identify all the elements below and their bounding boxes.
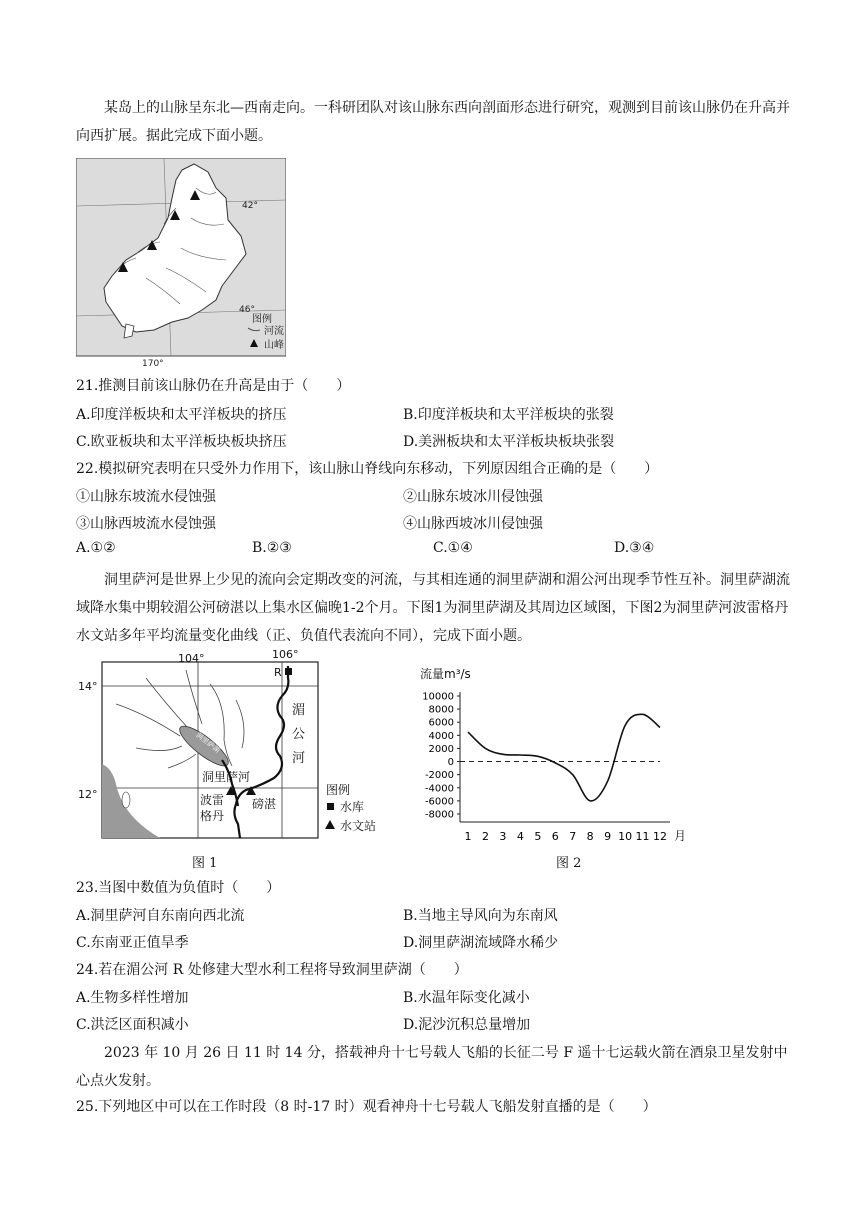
y-tick-label: -2000 xyxy=(424,770,454,782)
q22-option-b: B.②③ xyxy=(252,540,292,556)
lat-14-label: 14° xyxy=(78,680,98,693)
lon-170-label: 170° xyxy=(142,359,164,368)
fig1-legend-title: 图例 xyxy=(326,783,351,797)
q25-stem: 25.下列地区中可以在工作时段（8 时-17 时）观看神舟十七号载人飞船发射直播的是（ ） xyxy=(76,1099,657,1115)
y-tick-label: 8000 xyxy=(428,704,454,716)
y-tick-label: 2000 xyxy=(428,743,454,755)
q24-option-b: B.水温年际变化减小 xyxy=(403,990,530,1006)
q22-item-2: ②山脉东坡冰川侵蚀强 xyxy=(403,489,543,505)
q22-option-a: A.①② xyxy=(76,540,116,556)
x-tick-label: 7 xyxy=(569,830,577,843)
x-tick-label: 9 xyxy=(604,830,612,843)
y-tick-label: -8000 xyxy=(424,809,454,821)
intro-paragraph-2: 洞里萨河是世界上少见的流向会定期改变的河流，与其相连通的洞里萨湖和湄公河出现季节性互补。洞里萨湖流域降水集中期较湄公河磅湛以上集水区偏晚1-2个月。下图1为洞里萨湖及其周边区域图，下图2为洞里萨河波雷格丹水文站多年平均流量变化曲线（正、负值代表流向不同），完成下面小题。 xyxy=(76,572,790,644)
q21-option-d: D.美洲板块和太平洋板块板块张裂 xyxy=(403,434,615,450)
island-map xyxy=(76,158,286,368)
y-tick-label: 4000 xyxy=(428,730,454,742)
chart-unit-label: 流量m³/s xyxy=(420,667,471,681)
x-tick-label: 2 xyxy=(481,830,489,843)
q22-stem: 22.模拟研究表明在只受外力作用下，该山脉山脊线向东移动，下列原因组合正确的是（ ） xyxy=(76,461,659,477)
legend-river: 河流 xyxy=(264,326,284,337)
station-prek-kdam-label-1: 波雷 xyxy=(200,793,225,807)
q22-item-4: ④山脉西坡冰川侵蚀强 xyxy=(403,516,543,532)
q22-item-3: ③山脉西坡流水侵蚀强 xyxy=(76,516,216,532)
q24-option-a: A.生物多样性增加 xyxy=(76,990,189,1006)
q24-option-c: C.洪泛区面积减小 xyxy=(76,1017,189,1033)
intro-paragraph-3: 2023 年 10 月 26 日 11 时 14 分，搭载神舟十七号载人飞船的长征二号 F 遥十七运载火箭在酒泉卫星发射中心点火发射。 xyxy=(76,1045,788,1089)
intro-paragraph-1: 某岛上的山脉呈东北—西南走向。一科研团队对该山脉东西向剖面形态进行研究，观测到目前该山脉仍在升高并向西扩展。据此完成下面小题。 xyxy=(76,100,790,144)
q24-option-d: D.泥沙沉积总量增加 xyxy=(403,1017,531,1033)
y-tick-label: 0 xyxy=(447,757,454,769)
x-tick-label: 3 xyxy=(499,830,507,843)
flow-chart xyxy=(410,662,700,848)
lon-104-label: 104° xyxy=(178,652,205,665)
x-tick-label: 10 xyxy=(618,830,633,843)
station-kampong-cham-label: 磅湛 xyxy=(252,797,277,811)
y-tick-label: -6000 xyxy=(424,796,454,808)
mekong-label-2: 公 xyxy=(292,727,306,742)
x-tick-label: 11 xyxy=(635,830,650,843)
q23-option-b: B.当地主导风向为东南风 xyxy=(403,908,558,924)
x-tick-label: 1 xyxy=(464,830,472,843)
fig1-legend-reservoir: 水库 xyxy=(340,800,365,814)
fig1-legend-station: 水文站 xyxy=(340,819,377,833)
x-tick-label: 4 xyxy=(516,830,524,843)
y-tick-label: 10000 xyxy=(422,691,454,703)
lake-label: 洞里萨湖 xyxy=(194,730,222,755)
q22-option-d: D.③④ xyxy=(614,540,655,556)
lat-12-label: 12° xyxy=(78,788,98,801)
fig1-caption: 图 1 xyxy=(192,856,218,871)
reservoir-r-marker xyxy=(285,668,292,675)
q21-option-c: C.欧亚板块和太平洋板块板块挤压 xyxy=(76,434,287,450)
flow-series-line xyxy=(468,714,660,801)
q23-option-a: A.洞里萨河自东南向西北流 xyxy=(76,908,245,924)
fig2-caption: 图 2 xyxy=(556,856,582,871)
tonle-sap-river-label: 洞里萨河 xyxy=(202,770,251,784)
q23-option-c: C.东南亚正值旱季 xyxy=(76,935,189,951)
label-r: R xyxy=(274,666,282,679)
lat-46-label: 46° xyxy=(239,305,255,315)
legend-title: 图例 xyxy=(252,314,272,325)
legend-peak: 山峰 xyxy=(264,340,284,351)
station-legend-icon xyxy=(325,820,335,829)
mekong-label-3: 河 xyxy=(292,751,306,766)
tonle-sap-map xyxy=(76,644,396,844)
q24-stem: 24.若在湄公河 R 处修建大型水利工程将导致洞里萨湖（ ） xyxy=(76,962,468,978)
x-tick-label: 12 xyxy=(653,830,667,843)
lon-106-label: 106° xyxy=(272,648,299,661)
x-tick-label: 6 xyxy=(551,830,559,843)
q23-option-d: D.洞里萨湖流域降水稀少 xyxy=(403,935,559,951)
y-tick-label: -4000 xyxy=(424,783,454,795)
station-prek-kdam-label-2: 格丹 xyxy=(200,809,225,823)
reservoir-legend-icon xyxy=(327,803,334,810)
mekong-label-1: 湄 xyxy=(292,703,306,718)
lat-42-label: 42° xyxy=(242,201,258,211)
y-tick-label: 6000 xyxy=(428,717,454,729)
q22-item-1: ①山脉东坡流水侵蚀强 xyxy=(76,489,216,505)
x-tick-label: 5 xyxy=(534,830,542,843)
x-tick-label: 8 xyxy=(586,830,594,843)
q23-stem: 23.当图中数值为负值时（ ） xyxy=(76,880,281,896)
x-axis-month-label: 月 xyxy=(674,829,687,843)
q21-option-a: A.印度洋板块和太平洋板块的挤压 xyxy=(76,407,287,423)
q21-option-b: B.印度洋板块和太平洋板块的张裂 xyxy=(403,407,614,423)
q21-stem: 21.推测目前该山脉仍在升高是由于（ ） xyxy=(76,378,351,394)
q22-option-c: C.①④ xyxy=(433,540,473,556)
